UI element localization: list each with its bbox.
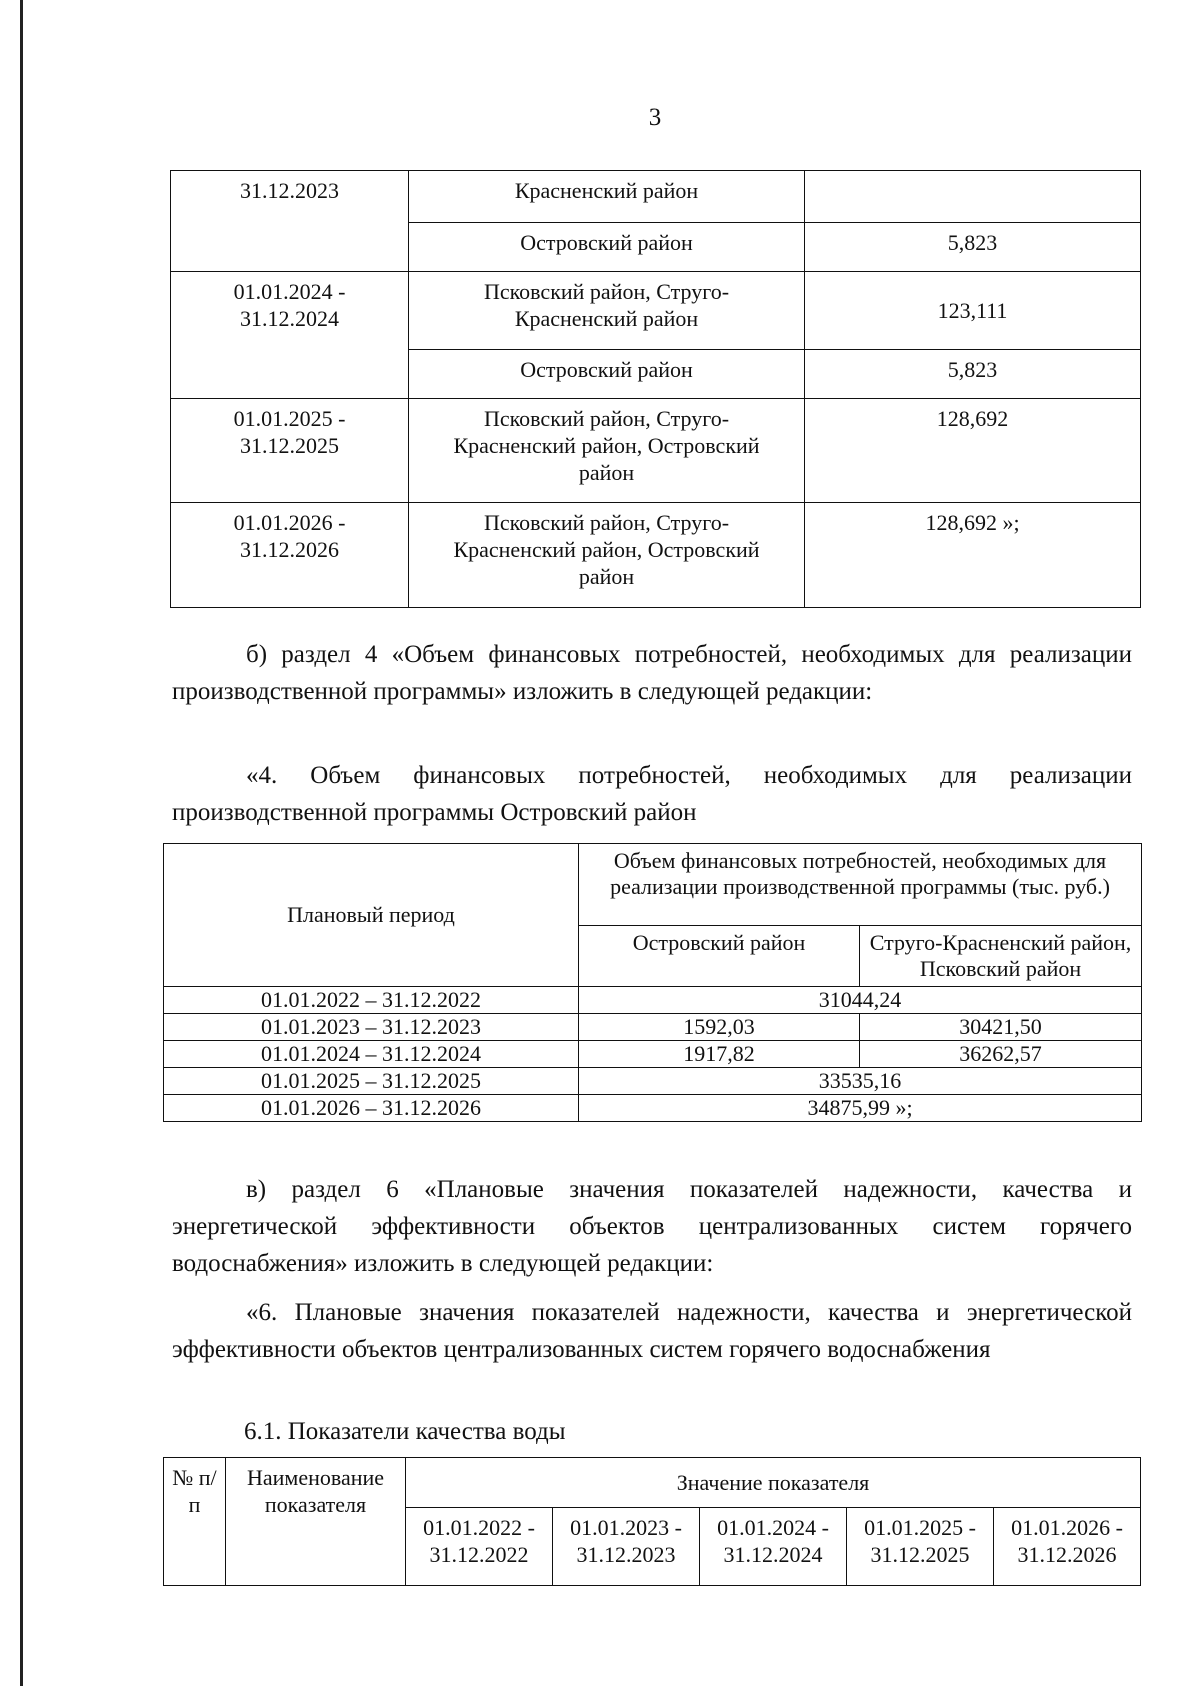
row-ostrov-value: 1592,03 xyxy=(579,1014,860,1041)
header-financial-volume: Объем финансовых потребностей, необходимых для реализации производственной программы (тыс. руб.) xyxy=(579,844,1142,926)
section-6-1-title: 6.1. Показатели качества воды xyxy=(244,1418,566,1445)
table-cell-period: 31.12.2023 xyxy=(171,171,409,272)
row-period: 01.01.2022 – 31.12.2022 xyxy=(164,987,579,1014)
row-period: 01.01.2024 – 31.12.2024 xyxy=(164,1041,579,1068)
header-period: 01.01.2022 - 31.12.2022 xyxy=(406,1508,553,1586)
table-cell-value: 123,111 xyxy=(805,272,1141,350)
page-number: 3 xyxy=(648,104,662,131)
table-cell-value: 5,823 xyxy=(805,350,1141,399)
table-cell-area: Псковский район, Струго- Красненский район xyxy=(409,272,805,350)
water-quality-table xyxy=(163,1457,1141,1586)
table-cell-value: 128,692 »; xyxy=(805,503,1141,608)
header-number: № п/п xyxy=(164,1458,226,1586)
paragraph-v: в) раздел 6 «Плановые значения показателей надежности, качества и энергетической эффективности объектов централизованных систем горячего водоснабжения» изложить в следующей редакции: xyxy=(172,1176,1132,1277)
table-cell-period: 01.01.2025 - 31.12.2025 xyxy=(171,399,409,503)
row-period: 01.01.2023 – 31.12.2023 xyxy=(164,1014,579,1041)
row-period: 01.01.2025 – 31.12.2025 xyxy=(164,1068,579,1095)
table-cell-area: Островский район xyxy=(409,223,805,272)
header-indicator-name: Наименование показателя xyxy=(226,1458,406,1586)
table-cell-period: 01.01.2026 - 31.12.2026 xyxy=(171,503,409,608)
page-left-border xyxy=(20,0,23,1686)
table-cell-area: Красненский район xyxy=(409,171,805,223)
section-4-title: «4. Объем финансовых потребностей, необходимых для реализации производственной программы Островский район xyxy=(172,762,1132,826)
section-6-title: «6. Плановые значения показателей надежности, качества и энергетической эффективности объектов централизованных систем горячего водоснабжения xyxy=(172,1299,1132,1363)
row-ostrov-value: 1917,82 xyxy=(579,1041,860,1068)
header-period: 01.01.2024 - 31.12.2024 xyxy=(700,1508,847,1586)
table-cell-area: Псковский район, Струго- Красненский район, Островский район xyxy=(409,503,805,608)
row-merged-value: 34875,99 »; xyxy=(579,1095,1142,1122)
row-merged-value: 31044,24 xyxy=(579,987,1142,1014)
table-cell-period: 01.01.2024 - 31.12.2024 xyxy=(171,272,409,399)
paragraph-b: б) раздел 4 «Объем финансовых потребностей, необходимых для реализации производственной программы» изложить в следующей редакции: xyxy=(172,641,1132,705)
header-planned-period: Плановый период xyxy=(164,844,579,987)
header-period: 01.01.2025 - 31.12.2025 xyxy=(847,1508,994,1586)
table-cell-value: 5,823 xyxy=(805,223,1141,272)
table-cell-area: Островский район xyxy=(409,350,805,399)
row-strugo-value: 36262,57 xyxy=(860,1041,1142,1068)
header-ostrov-district: Островский район xyxy=(579,926,860,987)
table-cell-value: 128,692 xyxy=(805,399,1141,503)
row-period: 01.01.2026 – 31.12.2026 xyxy=(164,1095,579,1122)
table-cell-value xyxy=(805,171,1141,223)
row-strugo-value: 30421,50 xyxy=(860,1014,1142,1041)
header-strugo-district: Струго-Красненский район, Псковский район xyxy=(860,926,1142,987)
header-period: 01.01.2026 - 31.12.2026 xyxy=(994,1508,1141,1586)
financial-needs-table xyxy=(163,843,1142,1122)
header-indicator-value: Значение показателя xyxy=(406,1458,1141,1508)
row-merged-value: 33535,16 xyxy=(579,1068,1142,1095)
header-period: 01.01.2023 - 31.12.2023 xyxy=(553,1508,700,1586)
table-cell-area: Псковский район, Струго- Красненский район, Островский район xyxy=(409,399,805,503)
continuation-table xyxy=(170,170,1141,608)
